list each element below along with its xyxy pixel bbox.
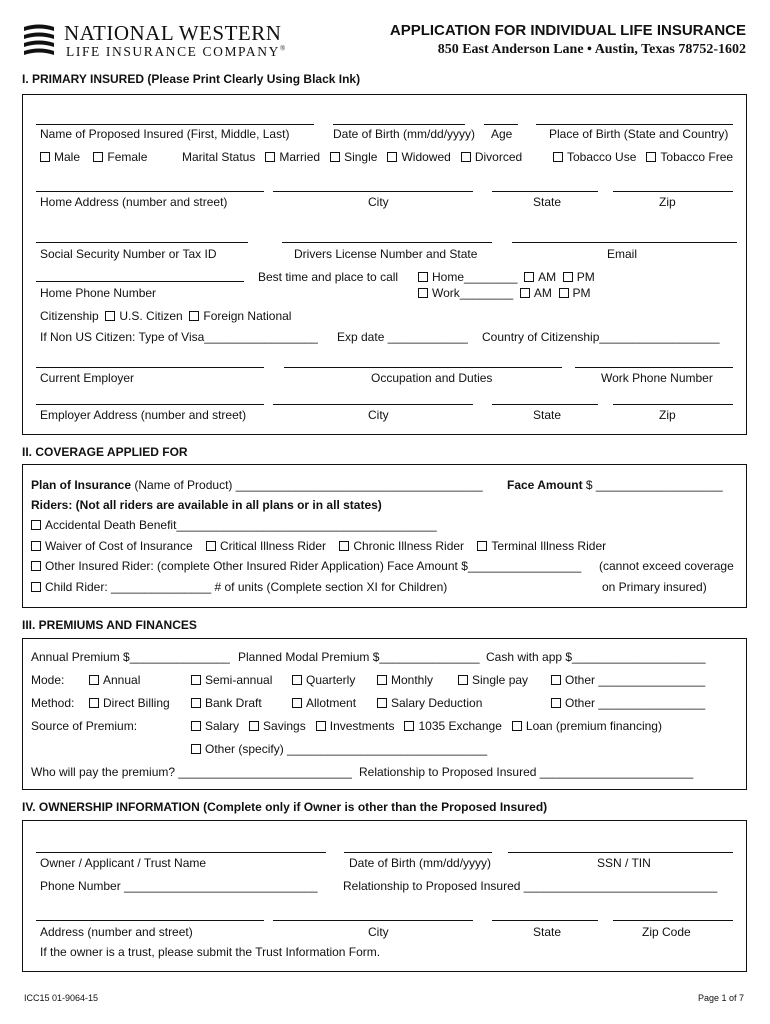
best-time-home: Home________ AM PM (418, 270, 595, 284)
savings-checkbox[interactable] (249, 721, 259, 731)
age-label: Age (491, 127, 513, 141)
owner-relationship-field[interactable]: Relationship to Proposed Insured _____________________________ (343, 879, 718, 893)
pob-label: Place of Birth (State and Country) (549, 127, 729, 141)
home-phone-label: Home Phone Number (40, 286, 157, 300)
loan-checkbox[interactable] (512, 721, 522, 731)
direct-billing-checkbox[interactable] (89, 698, 99, 708)
employer-address-label: Employer Address (number and street) (40, 408, 247, 422)
employer-label: Current Employer (40, 371, 135, 385)
pob-field[interactable] (536, 124, 733, 125)
salary-checkbox[interactable] (191, 721, 201, 731)
method-other-checkbox[interactable] (551, 698, 561, 708)
work-am-checkbox[interactable] (520, 288, 530, 298)
male-checkbox[interactable] (40, 152, 50, 162)
child-checkbox[interactable] (31, 582, 41, 592)
owner-state-label: State (533, 925, 562, 939)
owner-name-label: Owner / Applicant / Trust Name (40, 856, 207, 870)
work-phone-field[interactable] (575, 367, 733, 368)
dob-label: Date of Birth (mm/dd/yyyy) (333, 127, 476, 141)
name-label: Name of Proposed Insured (First, Middle, Last) (40, 127, 290, 141)
mode-label: Mode: (31, 673, 65, 687)
method-label: Method: (31, 696, 75, 710)
mode-semi: Semi-annual (191, 673, 272, 687)
plan-field[interactable]: Plan of Insurance (Name of Product) _____________________________________ (31, 478, 483, 492)
bank-draft-checkbox[interactable] (191, 698, 201, 708)
oir-checkbox[interactable] (31, 561, 41, 571)
cir-checkbox[interactable] (206, 541, 216, 551)
tobacco-free-checkbox[interactable] (646, 152, 656, 162)
mode-single-pay: Single pay (458, 673, 528, 687)
employer-city-label: City (368, 408, 389, 422)
name-field[interactable] (36, 124, 314, 125)
logo-name: NATIONAL WESTERN (64, 21, 282, 45)
allotment-checkbox[interactable] (292, 698, 302, 708)
best-time-work: Work________ AM PM (418, 286, 591, 300)
country-field[interactable]: Country of Citizenship__________________ (482, 330, 720, 344)
tir-checkbox[interactable] (477, 541, 487, 551)
owner-name-field[interactable] (36, 852, 326, 853)
method-allotment: Allotment (292, 696, 356, 710)
employer-zip-field[interactable] (613, 404, 733, 405)
method-bank: Bank Draft (191, 696, 262, 710)
occupation-field[interactable] (284, 367, 562, 368)
best-time-label: Best time and place to call (258, 270, 399, 284)
home-am-checkbox[interactable] (524, 272, 534, 282)
riders-heading: Riders: (Not all riders are available in all plans or in all states) (31, 498, 382, 512)
owner-address-label: Address (number and street) (40, 925, 193, 939)
who-pays-field[interactable]: Who will pay the premium? __________________________ (31, 765, 352, 779)
zip-label: Zip (659, 195, 676, 209)
form-title: APPLICATION FOR INDIVIDUAL LIFE INSURANCE (389, 22, 746, 39)
adb-checkbox[interactable] (31, 520, 41, 530)
source-other-checkbox[interactable] (191, 744, 201, 754)
work-phone-label: Work Phone Number (601, 371, 713, 385)
zip-field[interactable] (613, 191, 733, 192)
owner-state-field[interactable] (492, 920, 598, 921)
widowed-checkbox[interactable] (387, 152, 397, 162)
monthly-checkbox[interactable] (377, 675, 387, 685)
employer-address-field[interactable] (36, 404, 264, 405)
dl-field[interactable] (282, 242, 492, 243)
investments-checkbox[interactable] (316, 721, 326, 731)
payer-relationship-field[interactable]: Relationship to Proposed Insured _______________________ (359, 765, 694, 779)
owner-city-label: City (368, 925, 389, 939)
company-address: 850 East Anderson Lane • Austin, Texas 78752-1602 (437, 42, 746, 57)
home-address-field[interactable] (36, 191, 264, 192)
source-options: Salary Savings Investments 1035 Exchange Loan (premium financing) (191, 719, 662, 733)
employer-state-label: State (533, 408, 562, 422)
annual-premium-field[interactable]: Annual Premium $_______________ (31, 650, 230, 664)
owner-city-field[interactable] (273, 920, 473, 921)
section-2-title: II. COVERAGE APPLIED FOR (22, 445, 188, 459)
state-label: State (533, 195, 562, 209)
logo-subtitle: LIFE INSURANCE COMPANY® (66, 44, 287, 59)
home-address-label: Home Address (number and street) (40, 195, 228, 209)
home-phone-field[interactable] (36, 281, 244, 282)
email-label: Email (607, 247, 638, 261)
annual-checkbox[interactable] (89, 675, 99, 685)
adb-rider: Accidental Death Benefit_______________________________________ (31, 518, 437, 532)
work-checkbox[interactable] (418, 288, 428, 298)
owner-zip-label: Zip Code (642, 925, 691, 939)
owner-zip-field[interactable] (613, 920, 733, 921)
page-number: Page 1 of 7 (697, 993, 744, 1003)
owner-phone-field[interactable]: Phone Number _____________________________ (40, 879, 318, 893)
home-pm-checkbox[interactable] (563, 272, 573, 282)
quarterly-checkbox[interactable] (292, 675, 302, 685)
tobacco-options: Tobacco Use Tobacco Free (553, 150, 733, 164)
source-label: Source of Premium: (31, 719, 138, 733)
city-field[interactable] (273, 191, 473, 192)
chr-checkbox[interactable] (339, 541, 349, 551)
exchange-checkbox[interactable] (404, 721, 414, 731)
visa-field[interactable]: If Non US Citizen: Type of Visa_________________ (40, 330, 318, 344)
logo-mark-icon (22, 22, 56, 56)
marital-options: Marital Status Married Single Widowed Divorced (182, 150, 523, 164)
cannot-exceed-note: (cannot exceed coverage (599, 559, 734, 573)
female-checkbox[interactable] (93, 152, 103, 162)
employer-zip-label: Zip (659, 408, 676, 422)
home-checkbox[interactable] (418, 272, 428, 282)
sex-options: Male Female (40, 150, 147, 164)
tobacco-use-checkbox[interactable] (553, 152, 563, 162)
planned-premium-field[interactable]: Planned Modal Premium $_______________ (238, 650, 480, 664)
foreign-national-checkbox[interactable] (189, 311, 199, 321)
single-checkbox[interactable] (330, 152, 340, 162)
employer-field[interactable] (36, 367, 264, 368)
section-1-title: I. PRIMARY INSURED (Please Print Clearly Using Black Ink) (22, 72, 361, 86)
riders-row: Waiver of Cost of Insurance Critical Illness Rider Chronic Illness Rider Terminal Illness Rider (31, 539, 606, 553)
owner-dob-field[interactable] (344, 852, 492, 853)
us-citizen-checkbox[interactable] (105, 311, 115, 321)
source-other: Other (specify) ______________________________ (191, 742, 487, 756)
dob-field[interactable] (333, 124, 465, 125)
owner-ssn-field[interactable] (508, 852, 733, 853)
city-label: City (368, 195, 389, 209)
age-field[interactable] (484, 124, 518, 125)
cash-with-app-field[interactable]: Cash with app $____________________ (486, 650, 706, 664)
section-3-title: III. PREMIUMS AND FINANCES (22, 618, 197, 632)
primary-insured-note: on Primary insured) (602, 580, 707, 594)
ssn-label: Social Security Number or Tax ID (40, 247, 217, 261)
married-checkbox[interactable] (265, 152, 275, 162)
owner-address-field[interactable] (36, 920, 264, 921)
mode-quarterly: Quarterly (292, 673, 355, 687)
oir-rider: Other Insured Rider: (complete Other Insured Rider Application) Face Amount $_________________ (31, 559, 581, 573)
section-4-title: IV. OWNERSHIP INFORMATION (Complete only if Owner is other than the Proposed Insured) (22, 800, 548, 814)
trust-note: If the owner is a trust, please submit the Trust Information Form. (40, 945, 381, 959)
salary-deduction-checkbox[interactable] (377, 698, 387, 708)
exp-date-field[interactable]: Exp date ____________ (337, 330, 468, 344)
form-number: ICC15 01-9064-15 (24, 993, 99, 1003)
owner-dob-label: Date of Birth (mm/dd/yyyy) (349, 856, 492, 870)
dl-label: Drivers License Number and State (294, 247, 478, 261)
method-direct: Direct Billing (89, 696, 170, 710)
semi-annual-checkbox[interactable] (191, 675, 201, 685)
method-other: Other ________________ (551, 696, 705, 710)
single-pay-checkbox[interactable] (458, 675, 468, 685)
mode-other-checkbox[interactable] (551, 675, 561, 685)
divorced-checkbox[interactable] (461, 152, 471, 162)
state-field[interactable] (492, 191, 598, 192)
employer-state-field[interactable] (492, 404, 598, 405)
citizenship-row: Citizenship U.S. Citizen Foreign National (40, 309, 292, 323)
email-field[interactable] (512, 242, 737, 243)
mode-monthly: Monthly (377, 673, 433, 687)
ssn-field[interactable] (36, 242, 248, 243)
mode-other: Other ________________ (551, 673, 705, 687)
work-pm-checkbox[interactable] (559, 288, 569, 298)
occupation-label: Occupation and Duties (371, 371, 493, 385)
employer-city-field[interactable] (273, 404, 473, 405)
owner-ssn-label: SSN / TIN (597, 856, 651, 870)
face-amount-field[interactable]: Face Amount $ ___________________ (507, 478, 723, 492)
method-salary: Salary Deduction (377, 696, 482, 710)
child-rider: Child Rider: _______________ # of units (Complete section XI for Children) (31, 580, 447, 594)
mode-annual: Annual (89, 673, 140, 687)
woc-checkbox[interactable] (31, 541, 41, 551)
